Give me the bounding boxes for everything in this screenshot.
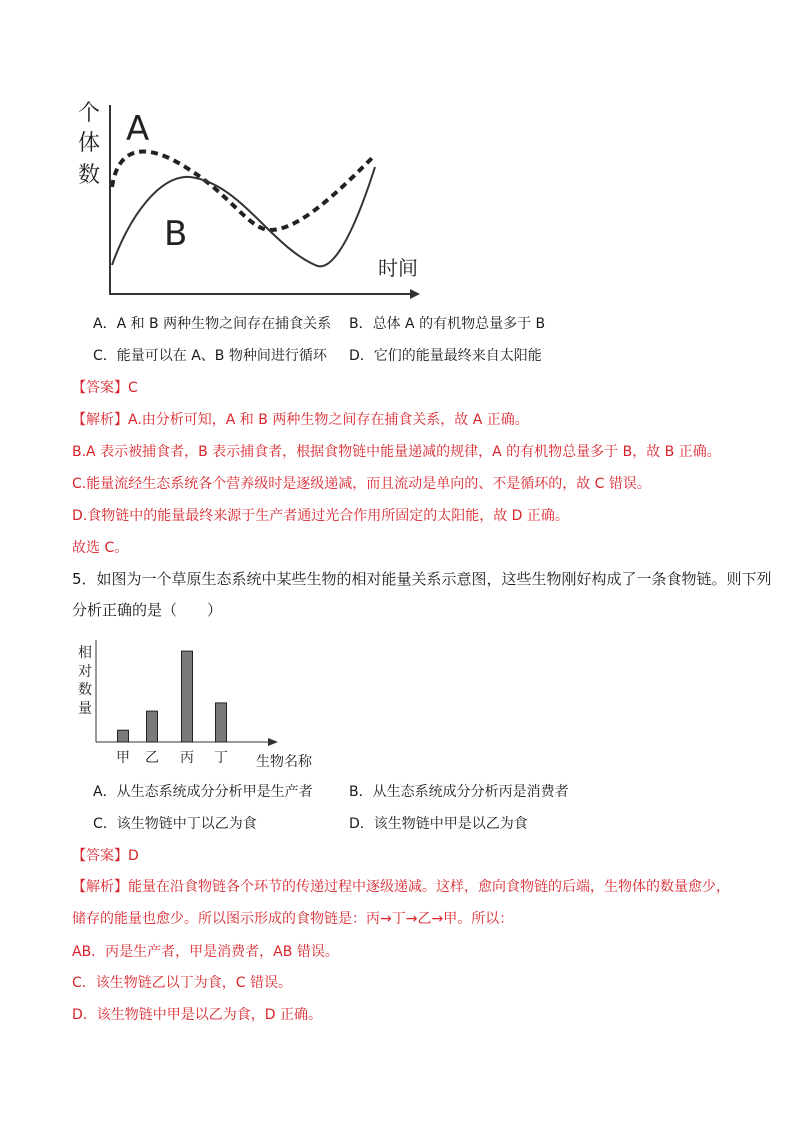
q5-analysis-line-3: AB．丙是生产者，甲是消费者，AB 错误。: [72, 944, 339, 960]
bar-label-2: 乙: [145, 750, 159, 766]
chart-xlabel: 生物名称: [256, 754, 312, 770]
q4-analysis-line-5: 故选 C。: [72, 540, 129, 556]
chart-ylabel-char-4: 量: [78, 701, 92, 717]
q4-analysis-text: A.由分析可知，A 和 B 两种生物之间存在捕食关系，故 A 正确。: [128, 412, 529, 428]
q4-analysis-line-4: D.食物链中的能量最终来源于生产者通过光合作用所固定的太阳能，故 D 正确。: [72, 508, 569, 524]
q4-analysis-tag: 【解析】: [72, 412, 128, 428]
q5-answer-tag: 【答案】: [72, 848, 128, 864]
q5-analysis-line-4: C．该生物链乙以丁为食，C 错误。: [72, 975, 293, 991]
population-curve-figure: [70, 95, 430, 305]
chart-ylabel-char-3: 数: [78, 682, 92, 698]
curve-a-label: A: [126, 109, 150, 149]
chart-ylabel-char-1: 相: [78, 645, 92, 661]
q4-analysis-line-3: C.能量流经生态系统各个营养级时是逐级递减，而且流动是单向的、不是循环的，故 C 错误。: [72, 476, 651, 492]
bar-label-3: 丙: [180, 750, 194, 766]
q4-answer-tag: 【答案】: [72, 380, 128, 396]
curve-b-label: B: [164, 214, 188, 254]
relative-quantity-bar-chart: [70, 630, 330, 775]
q4-option-c: C．能量可以在 A、B 物种间进行循环: [93, 348, 327, 364]
q5-option-d: D．该生物链中甲是以乙为食: [349, 816, 528, 832]
curve-a: [112, 151, 375, 230]
bar-4: [216, 703, 227, 742]
q5-answer: [72, 845, 139, 865]
q5-stem-line-2: 分析正确的是（ ）: [72, 601, 223, 619]
q4-answer-value: C: [128, 380, 138, 396]
q4-option-b: B．总体 A 的有机物总量多于 B: [349, 316, 546, 332]
y-label-char-3: 数: [78, 163, 101, 188]
q5-analysis-line-5: D．该生物链中甲是以乙为食，D 正确。: [72, 1007, 323, 1023]
q5-option-c: C．该生物链中丁以乙为食: [93, 816, 257, 832]
bar-2: [147, 711, 158, 742]
q4-option-a: A．A 和 B 两种生物之间存在捕食关系: [93, 316, 332, 332]
x-axis-label: 时间: [378, 256, 418, 280]
chart-x-axis-arrow: [268, 738, 278, 746]
chart-ylabel-char-2: 对: [78, 664, 92, 680]
q5-analysis-line-1: [72, 876, 730, 896]
q4-analysis-line-1: [72, 409, 529, 429]
bar-label-4: 丁: [214, 750, 228, 766]
q5-analysis-line-2: 储存的能量也愈少。所以图示形成的食物链是：丙→丁→乙→甲。所以：: [72, 911, 514, 927]
q5-stem-line-1: 5．如图为一个草原生态系统中某些生物的相对能量关系示意图，这些生物刚好构成了一条食物链。则下列: [72, 570, 772, 588]
y-label-char-2: 体: [78, 131, 101, 156]
x-axis-arrow: [410, 289, 420, 299]
q4-answer: [72, 377, 138, 397]
bar-3: [182, 651, 193, 742]
q4-analysis-line-2: B.A 表示被捕食者，B 表示捕食者，根据食物链中能量递减的规律，A 的有机物总量多于 B，故 B 正确。: [72, 444, 721, 460]
q4-option-d: D．它们的能量最终来自太阳能: [349, 348, 542, 364]
q5-answer-value: D: [128, 848, 139, 864]
q5-option-b: B．从生态系统成分分析丙是消费者: [349, 784, 569, 800]
q5-option-a: A．从生态系统成分分析甲是生产者: [93, 784, 313, 800]
bar-label-1: 甲: [116, 750, 130, 766]
q5-analysis-text: 能量在沿食物链各个环节的传递过程中逐级递减。这样，愈向食物链的后端，生物体的数量愈少，: [128, 879, 730, 895]
y-label-char-1: 个: [78, 101, 101, 126]
bar-1: [118, 730, 129, 742]
q5-analysis-tag: 【解析】: [72, 879, 128, 895]
